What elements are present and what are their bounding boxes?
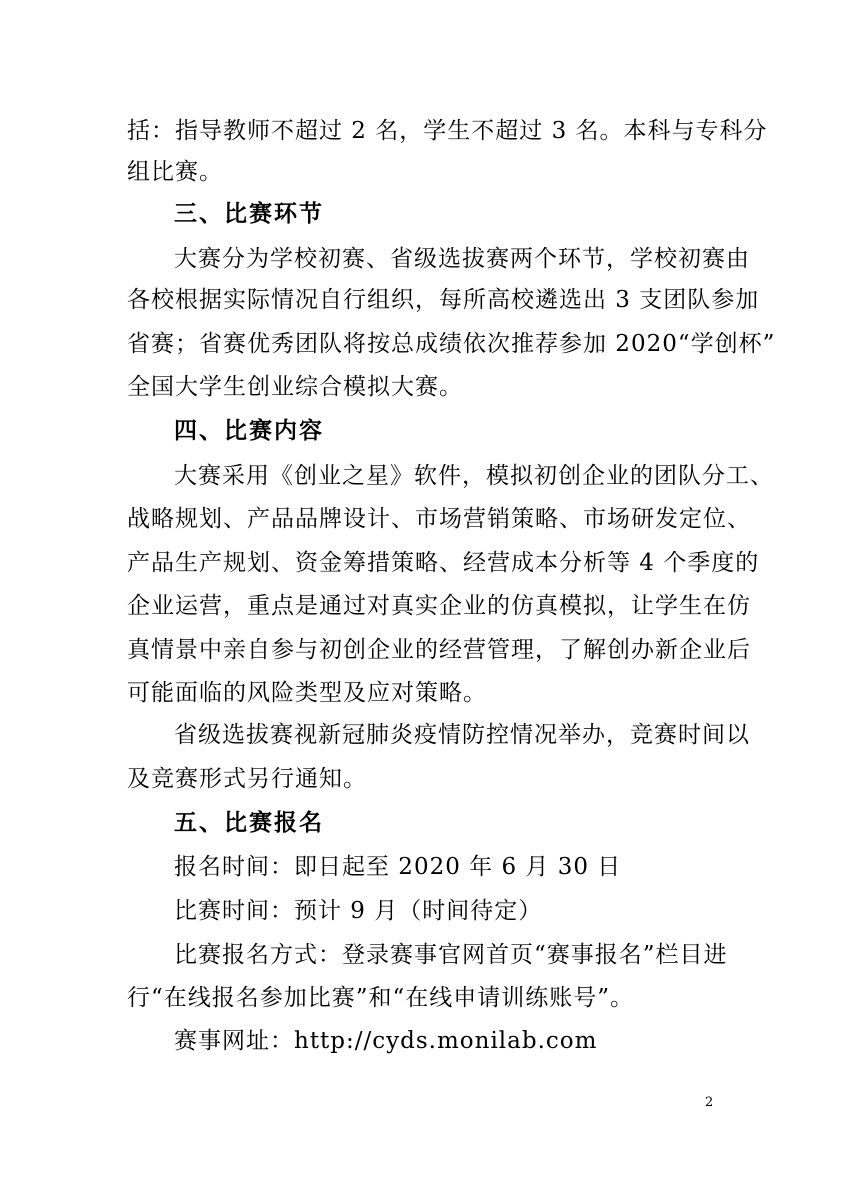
section-heading-5: 五、比赛报名 [174,810,324,836]
text-line: 产品生产规划、资金筹措策略、经营成本分析等 4 个季度的 [127,550,760,576]
text-line: 真情景中亲自参与初创企业的经营管理，了解创办新企业后 [127,637,751,663]
text-line: 大赛采用《创业之星》软件，模拟初创企业的团队分工、 [174,463,774,489]
text-line: 全国大学生创业综合模拟大赛。 [127,374,463,400]
text-line: 行“在线报名参加比赛”和“在线申请训练账号”。 [127,985,635,1011]
registration-method: 比赛报名方式：登录赛事官网首页“赛事报名”栏目进 [174,942,728,968]
text-line: 大赛分为学校初赛、省级选拔赛两个环节，学校初赛由 [174,246,750,272]
text-line: 括：指导教师不超过 2 名，学生不超过 3 名。本科与专科分 [127,118,768,144]
text-line: 省级选拔赛视新冠肺炎疫情防控情况举办，竞赛时间以 [174,722,750,748]
text-line: 组比赛。 [127,159,223,185]
registration-time: 报名时间：即日起至 2020 年 6 月 30 日 [174,854,622,880]
section-heading-4: 四、比赛内容 [174,418,324,444]
section-heading-3: 三、比赛环节 [174,201,324,227]
text-line: 及竞赛形式另行通知。 [127,766,367,792]
text-line: 各校根据实际情况自行组织，每所高校遴选出 3 支团队参加 [127,287,760,313]
text-line: 省赛；省赛优秀团队将按总成绩依次推荐参加 2020“学创杯” [127,331,776,357]
text-line: 企业运营，重点是通过对真实企业的仿真模拟，让学生在仿 [127,593,751,619]
competition-time: 比赛时间：预计 9 月（时间待定） [174,898,543,924]
text-line: 战略规划、产品品牌设计、市场营销策略、市场研发定位、 [127,506,751,532]
page-number: 2 [705,1095,714,1110]
text-line: 可能面临的风险类型及应对策略。 [127,680,487,706]
competition-website: 赛事网址：http://cyds.monilab.com [174,1028,598,1054]
